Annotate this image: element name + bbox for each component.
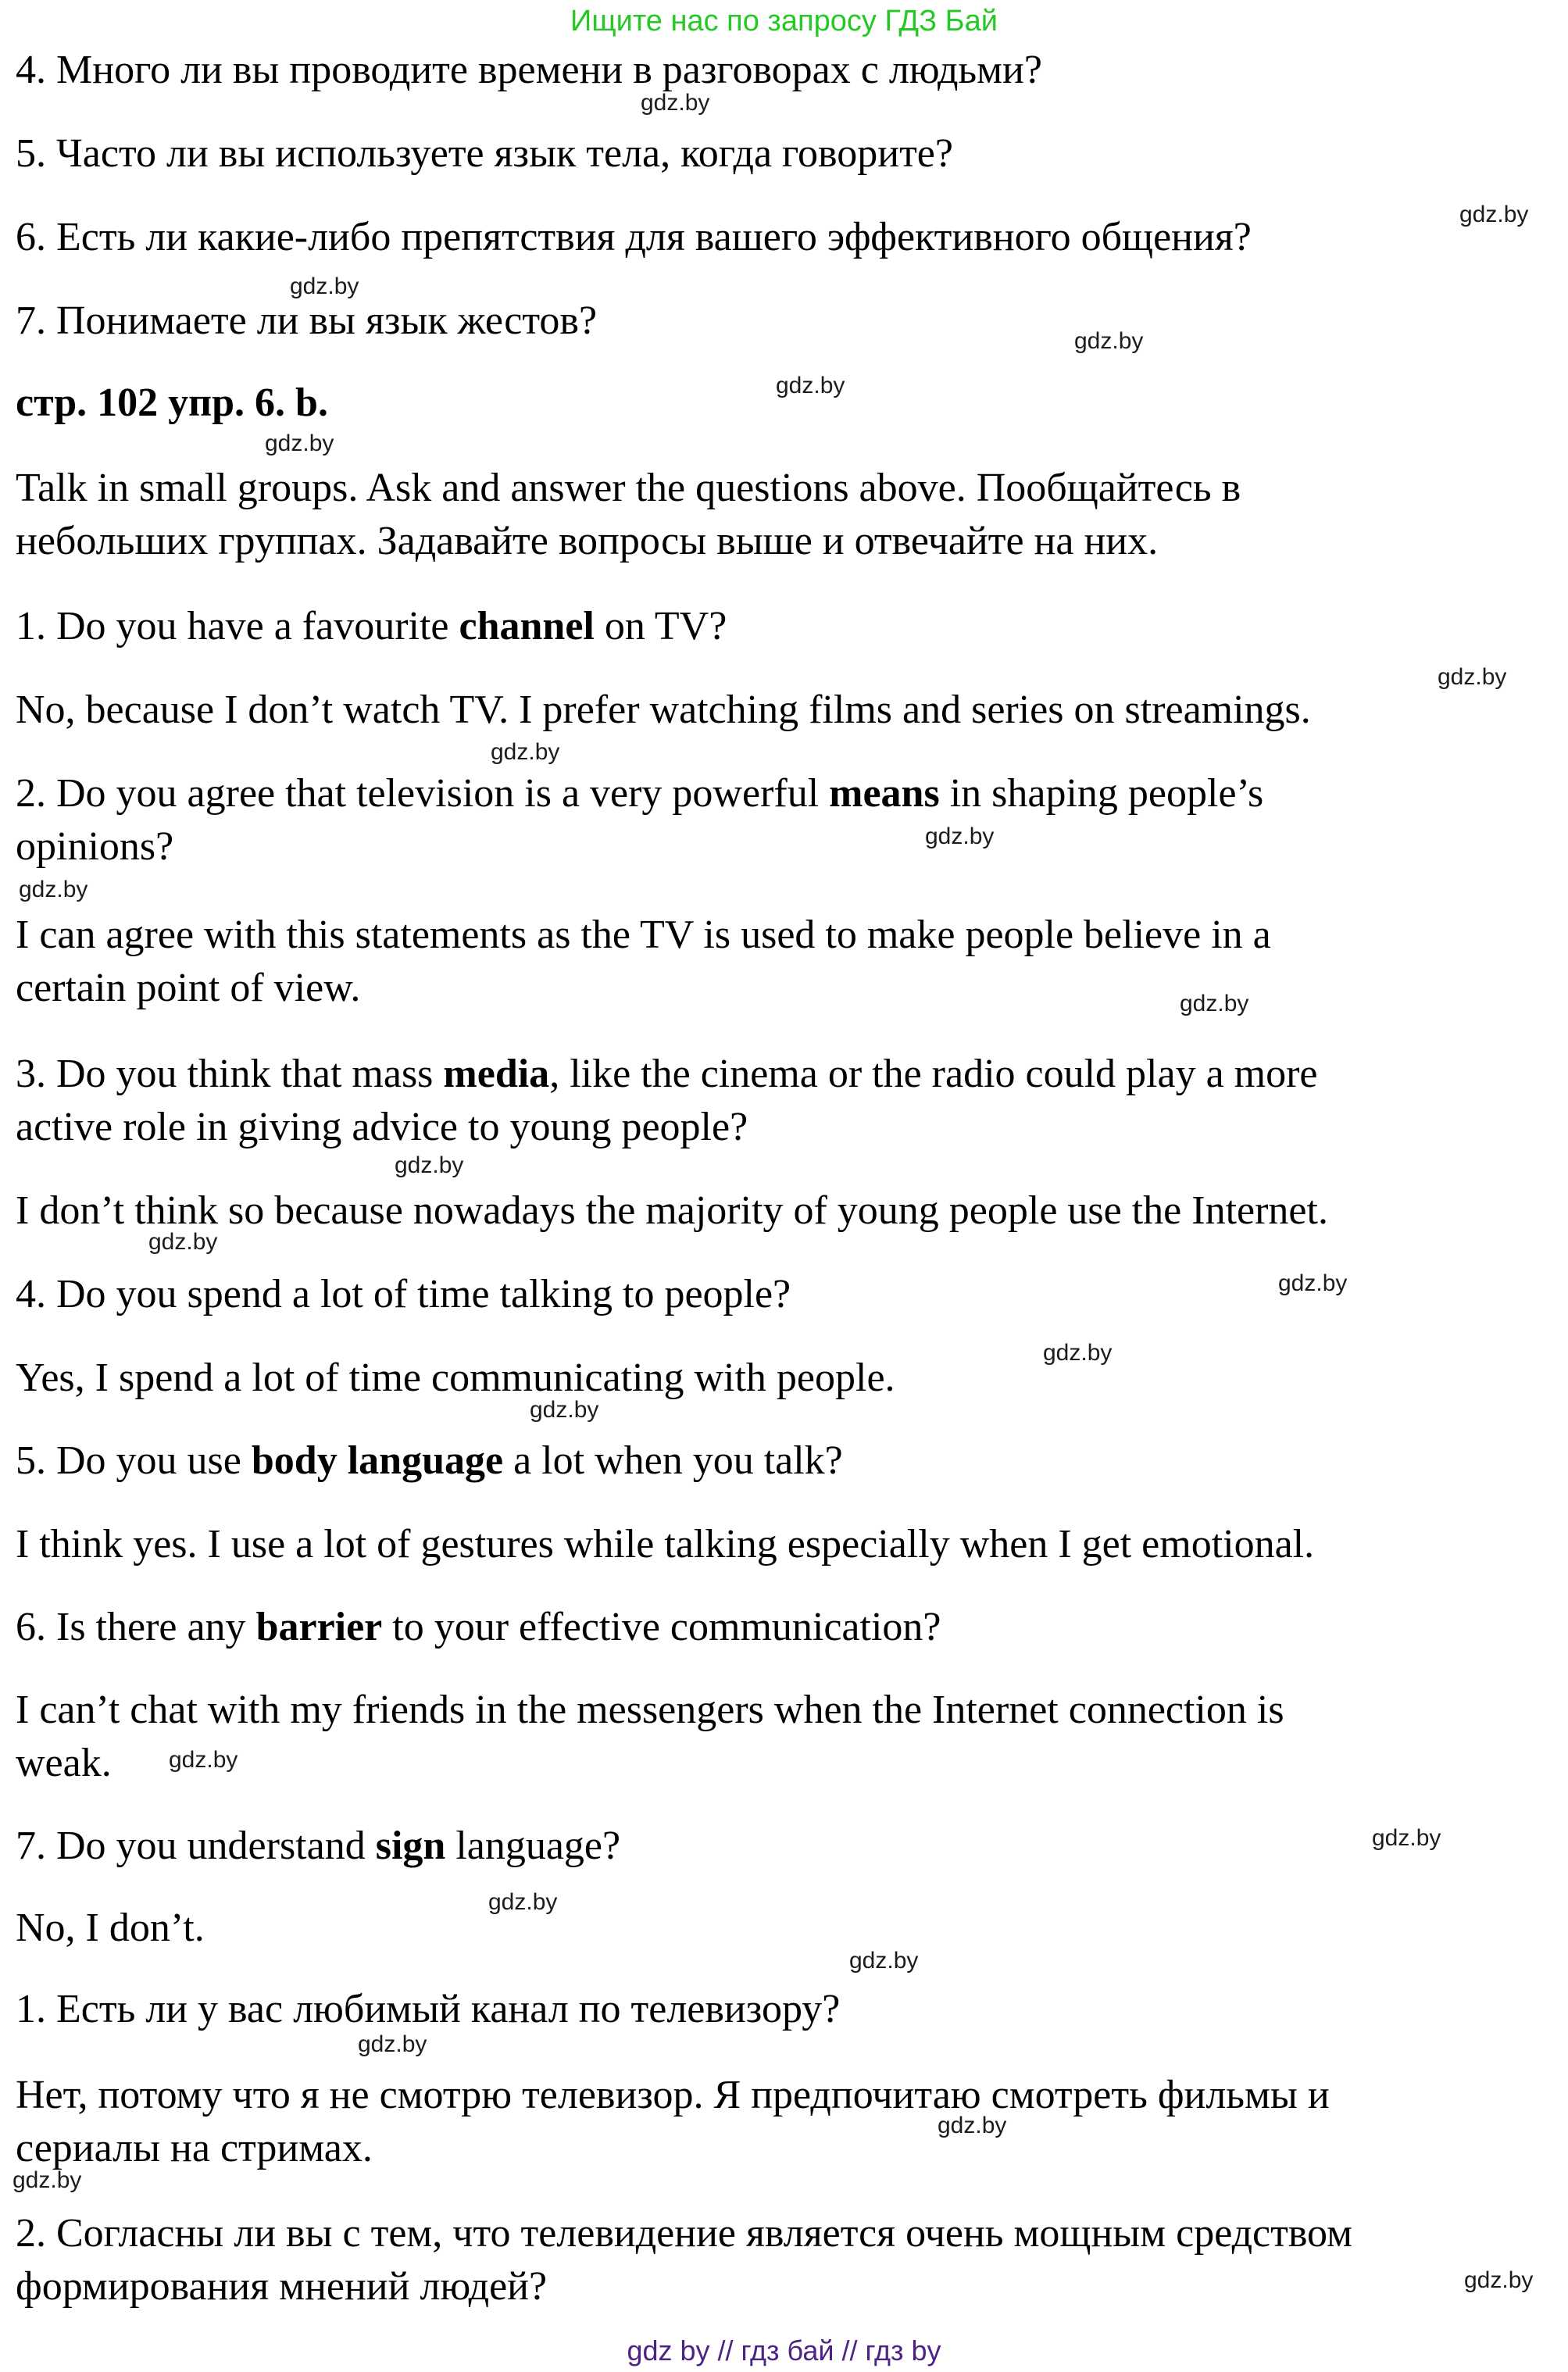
text-segment: 5. Часто ли вы используете язык тела, когда говорите? bbox=[16, 131, 953, 176]
text-segment: certain point of view. bbox=[16, 966, 361, 1010]
answer-en-1 bbox=[16, 684, 1311, 737]
text-segment: формирования мнений людей? bbox=[16, 2264, 548, 2309]
text-segment: 6. Is there any bbox=[16, 1605, 256, 1649]
text-segment: 4. Do you spend a lot of time talking to people? bbox=[16, 1272, 791, 1316]
watermark-gdz: gdz.by bbox=[1464, 2267, 1534, 2293]
text-line bbox=[16, 2207, 1352, 2260]
text-segment: стр. 102 упр. 6. b. bbox=[16, 380, 328, 425]
text-line bbox=[16, 211, 1252, 264]
text-segment: in shaping people’s bbox=[939, 771, 1264, 816]
text-line bbox=[16, 1601, 941, 1654]
task-instruction bbox=[16, 462, 1241, 568]
promo-header: Ищите нас по запросу ГДЗ Бай bbox=[570, 5, 998, 38]
question-en-5 bbox=[16, 1434, 843, 1488]
text-segment: sign bbox=[375, 1824, 446, 1868]
watermark-gdz: gdz.by bbox=[169, 1747, 238, 1773]
watermark-gdz: gdz.by bbox=[849, 1948, 919, 1974]
watermark-gdz: gdz.by bbox=[358, 2031, 427, 2057]
exercise-heading bbox=[16, 377, 328, 430]
question-ru-4 bbox=[16, 44, 1042, 97]
watermark-gdz: gdz.by bbox=[491, 739, 560, 765]
text-line bbox=[16, 295, 597, 348]
watermark-gdz: gdz.by bbox=[641, 90, 710, 116]
question-en-6 bbox=[16, 1601, 941, 1654]
watermark-gdz: gdz.by bbox=[1043, 1340, 1113, 1366]
question-en-3 bbox=[16, 1048, 1318, 1154]
watermark-gdz: gdz.by bbox=[1074, 328, 1144, 354]
text-line bbox=[16, 1820, 620, 1873]
watermark-gdz: gdz.by bbox=[1278, 1270, 1348, 1296]
text-segment: I think yes. I use a lot of gestures while talking especially when I get emotional. bbox=[16, 1522, 1315, 1566]
question-ru-trans-2 bbox=[16, 2207, 1352, 2313]
question-ru-trans-1 bbox=[16, 1983, 840, 2036]
text-segment: сериалы на стримах. bbox=[16, 2126, 373, 2170]
watermark-gdz: gdz.by bbox=[1438, 664, 1507, 690]
watermark-gdz: gdz.by bbox=[776, 373, 845, 398]
text-segment: Yes, I spend a lot of time communicating with people. bbox=[16, 1356, 895, 1400]
text-segment: No, because I don’t watch TV. I prefer watching films and series on streamings. bbox=[16, 688, 1311, 732]
text-segment: language? bbox=[445, 1824, 621, 1868]
text-segment: 1. Do you have a favourite bbox=[16, 604, 459, 648]
question-ru-6 bbox=[16, 211, 1252, 264]
watermark-gdz: gdz.by bbox=[19, 877, 88, 902]
text-line bbox=[16, 1434, 843, 1488]
watermark-gdz: gdz.by bbox=[148, 1229, 218, 1255]
answer-en-5 bbox=[16, 1518, 1314, 1571]
text-segment: 5. Do you use bbox=[16, 1438, 252, 1483]
text-segment: I don’t think so because nowadays the majority of young people use the Internet. bbox=[16, 1188, 1328, 1233]
question-ru-7 bbox=[16, 295, 597, 348]
footer-search-queries: gdz by // гдз бай // гдз by bbox=[627, 2334, 941, 2367]
text-segment: 4. Много ли вы проводите времени в разговорах с людьми? bbox=[16, 48, 1042, 92]
text-line bbox=[16, 1684, 1284, 1737]
answer-en-4 bbox=[16, 1352, 895, 1405]
text-segment: I can agree with this statements as the TV is used to make people believe in a bbox=[16, 913, 1271, 957]
text-segment: a lot when you talk? bbox=[503, 1438, 843, 1483]
question-en-7 bbox=[16, 1820, 620, 1873]
text-segment: channel bbox=[459, 604, 595, 648]
text-segment: weak. bbox=[16, 1741, 112, 1785]
text-segment: opinions? bbox=[16, 824, 174, 869]
text-segment: 1. Есть ли у вас любимый канал по телевизору? bbox=[16, 1987, 841, 2031]
watermark-gdz: gdz.by bbox=[395, 1152, 464, 1178]
watermark-gdz: gdz.by bbox=[1180, 991, 1249, 1016]
text-line bbox=[16, 1101, 1318, 1154]
text-line bbox=[16, 462, 1241, 515]
text-line bbox=[16, 962, 1271, 1015]
text-segment: 7. Do you understand bbox=[16, 1824, 376, 1868]
text-segment: 3. Do you think that mass bbox=[16, 1052, 444, 1096]
text-line bbox=[16, 2069, 1330, 2122]
question-ru-5 bbox=[16, 127, 953, 180]
text-line bbox=[16, 684, 1311, 737]
text-segment: , like the cinema or the radio could play a more bbox=[549, 1052, 1318, 1096]
watermark-gdz: gdz.by bbox=[530, 1397, 599, 1423]
text-segment: barrier bbox=[255, 1605, 383, 1649]
text-segment: I can’t chat with my friends in the messengers when the Internet connection is bbox=[16, 1688, 1284, 1732]
answer-ru-trans-1 bbox=[16, 2069, 1330, 2175]
text-line bbox=[16, 1048, 1318, 1101]
watermark-gdz: gdz.by bbox=[13, 2167, 82, 2193]
text-segment: means bbox=[829, 771, 940, 816]
watermark-gdz: gdz.by bbox=[265, 430, 334, 456]
text-line bbox=[16, 127, 953, 180]
text-segment: Нет, потому что я не смотрю телевизор. Я предпочитаю смотреть фильмы и bbox=[16, 2073, 1330, 2117]
question-en-1 bbox=[16, 600, 727, 653]
text-line bbox=[16, 1518, 1314, 1571]
text-segment: No, I don’t. bbox=[16, 1906, 205, 1950]
text-segment: Talk in small groups. Ask and answer the questions above. Пообщайтесь в bbox=[16, 466, 1241, 510]
watermark-gdz: gdz.by bbox=[1372, 1825, 1441, 1851]
text-line bbox=[16, 2260, 1352, 2313]
text-segment: небольших группах. Задавайте вопросы выше и отвечайте на них. bbox=[16, 519, 1159, 563]
question-en-2 bbox=[16, 767, 1263, 873]
text-segment: 6. Есть ли какие-либо препятствия для вашего эффективного общения? bbox=[16, 215, 1252, 259]
text-line bbox=[16, 1983, 840, 2036]
answer-en-6 bbox=[16, 1684, 1284, 1790]
text-segment: 2. Do you agree that television is a very powerful bbox=[16, 771, 830, 816]
text-line bbox=[16, 909, 1271, 962]
text-segment: to your effective communication? bbox=[382, 1605, 941, 1649]
text-segment: 2. Согласны ли вы с тем, что телевидение является очень мощным средством bbox=[16, 2211, 1352, 2256]
text-segment: on TV? bbox=[594, 604, 727, 648]
text-line bbox=[16, 1352, 895, 1405]
text-line bbox=[16, 515, 1241, 568]
answer-en-2 bbox=[16, 909, 1271, 1015]
text-line bbox=[16, 1902, 205, 1955]
watermark-gdz: gdz.by bbox=[1459, 202, 1529, 227]
text-line bbox=[16, 1268, 791, 1321]
watermark-gdz: gdz.by bbox=[938, 2113, 1007, 2138]
text-line bbox=[16, 600, 727, 653]
answer-en-7 bbox=[16, 1902, 205, 1955]
text-line bbox=[16, 377, 328, 430]
text-line bbox=[16, 2122, 1330, 2175]
watermark-gdz: gdz.by bbox=[488, 1889, 558, 1915]
text-segment: active role in giving advice to young people? bbox=[16, 1105, 748, 1149]
text-line bbox=[16, 820, 1263, 873]
question-en-4 bbox=[16, 1268, 791, 1321]
text-segment: media bbox=[443, 1052, 550, 1096]
text-line bbox=[16, 767, 1263, 820]
watermark-gdz: gdz.by bbox=[925, 823, 995, 849]
watermark-gdz: gdz.by bbox=[290, 273, 359, 299]
text-segment: 7. Понимаете ли вы язык жестов? bbox=[16, 298, 598, 343]
text-segment: body language bbox=[251, 1438, 504, 1483]
text-line bbox=[16, 44, 1042, 97]
